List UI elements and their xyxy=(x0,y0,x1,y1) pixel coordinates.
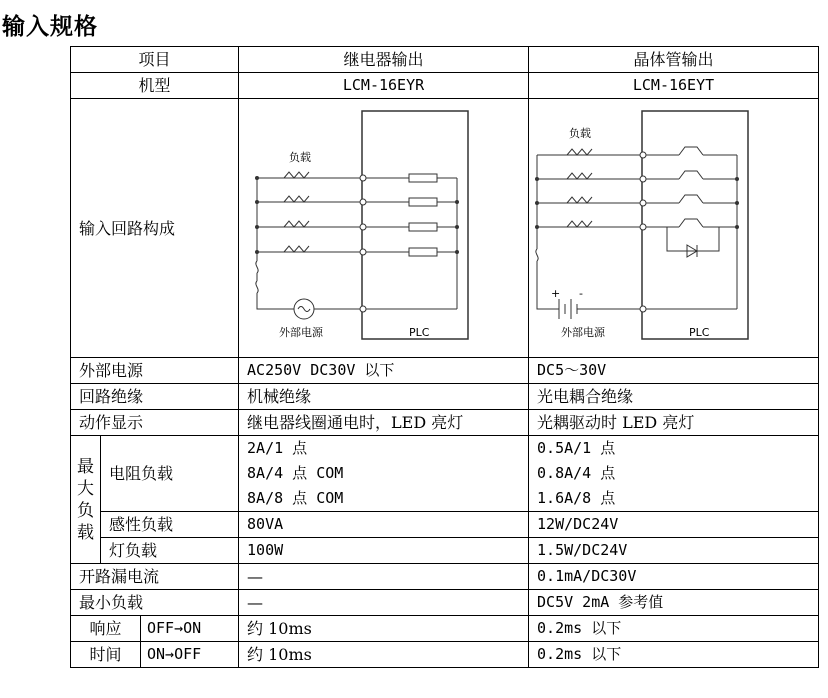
resistive-transistor-line: 0.5A/1 点 xyxy=(537,439,616,457)
relay-circuit-cell xyxy=(239,99,529,358)
resistive-relay-line: 2A/1 点 xyxy=(247,439,308,457)
model-transistor: LCM-16EYT xyxy=(529,73,819,99)
resistive-transistor-line: 1.6A/8 点 xyxy=(537,489,616,507)
relay-load-label: 负载 xyxy=(289,151,312,164)
on-off-label: ON→OFF xyxy=(141,642,239,668)
transistor-plc-label: PLC xyxy=(689,326,710,339)
table-row-lamp xyxy=(71,538,819,564)
max-load-char: 最 xyxy=(77,456,94,477)
off-on-relay: 约 10ms xyxy=(239,616,529,642)
isolation-transistor: 光电耦合绝缘 xyxy=(529,384,819,410)
table-row-off-on xyxy=(71,616,819,642)
table-row-model xyxy=(71,73,819,99)
circuit-label: 输入回路构成 xyxy=(71,99,239,358)
table-row-leakage xyxy=(71,564,819,590)
relay-power-label: 外部电源 xyxy=(279,326,324,339)
transistor-power-label: 外部电源 xyxy=(561,326,606,339)
resistive-transistor xyxy=(529,436,819,512)
table-row-resistive xyxy=(71,436,819,512)
transistor-plus-label: + xyxy=(551,287,561,300)
indicator-relay: 继电器线圈通电时，LED 亮灯 xyxy=(239,410,529,436)
off-on-transistor: 0.2ms 以下 xyxy=(529,616,819,642)
header-transistor: 晶体管输出 xyxy=(529,47,819,73)
inductive-relay: 80VA xyxy=(239,512,529,538)
table-row-inductive xyxy=(71,512,819,538)
lamp-transistor: 1.5W/DC24V xyxy=(529,538,819,564)
transistor-minus-label: - xyxy=(579,287,583,300)
response-label-top: 响应 xyxy=(71,616,141,642)
inductive-transistor: 12W/DC24V xyxy=(529,512,819,538)
indicator-transistor: 光耦驱动时 LED 亮灯 xyxy=(529,410,819,436)
transistor-load-label: 负载 xyxy=(569,127,592,140)
isolation-label: 回路绝缘 xyxy=(71,384,239,410)
max-load-char: 大 xyxy=(77,478,94,499)
min-load-transistor: DC5V 2mA 参考值 xyxy=(529,590,819,616)
max-load-label xyxy=(71,436,101,564)
resistive-relay xyxy=(239,436,529,512)
table-row-isolation xyxy=(71,384,819,410)
power-relay: AC250V DC30V 以下 xyxy=(239,358,529,384)
table-row-indicator xyxy=(71,410,819,436)
min-load-relay: — xyxy=(239,590,529,616)
table-row-on-off xyxy=(71,642,819,668)
table-row-circuit xyxy=(71,99,819,358)
power-label: 外部电源 xyxy=(71,358,239,384)
leakage-transistor: 0.1mA/DC30V xyxy=(529,564,819,590)
resistive-transistor-line: 0.8A/4 点 xyxy=(537,464,616,482)
isolation-relay: 机械绝缘 xyxy=(239,384,529,410)
on-off-transistor: 0.2ms 以下 xyxy=(529,642,819,668)
lamp-relay: 100W xyxy=(239,538,529,564)
max-load-char: 载 xyxy=(77,522,94,543)
transistor-circuit-cell xyxy=(529,99,819,358)
relay-circuit-diagram xyxy=(239,99,529,350)
relay-plc-label: PLC xyxy=(409,326,430,339)
table-row-min-load xyxy=(71,590,819,616)
resistive-relay-line: 8A/8 点 COM xyxy=(247,489,344,507)
inductive-label: 感性负载 xyxy=(101,512,239,538)
max-load-char: 负 xyxy=(77,500,94,521)
on-off-relay: 约 10ms xyxy=(239,642,529,668)
header-item: 项目 xyxy=(71,47,239,73)
off-on-label: OFF→ON xyxy=(141,616,239,642)
resistive-label: 电阻负载 xyxy=(101,436,239,512)
lamp-label: 灯负载 xyxy=(101,538,239,564)
resistive-relay-line: 8A/4 点 COM xyxy=(247,464,344,482)
leakage-relay: — xyxy=(239,564,529,590)
response-label-bottom: 时间 xyxy=(71,642,141,668)
table-row-power xyxy=(71,358,819,384)
table-header-row xyxy=(71,47,819,73)
model-label: 机型 xyxy=(71,73,239,99)
transistor-circuit-diagram xyxy=(529,99,819,350)
header-relay: 继电器输出 xyxy=(239,47,529,73)
power-transistor: DC5～30V xyxy=(529,358,819,384)
page-title: 输入规格 xyxy=(2,14,98,40)
min-load-label: 最小负载 xyxy=(71,590,239,616)
model-relay: LCM-16EYR xyxy=(239,73,529,99)
indicator-label: 动作显示 xyxy=(71,410,239,436)
leakage-label: 开路漏电流 xyxy=(71,564,239,590)
output-spec-table xyxy=(70,46,819,668)
